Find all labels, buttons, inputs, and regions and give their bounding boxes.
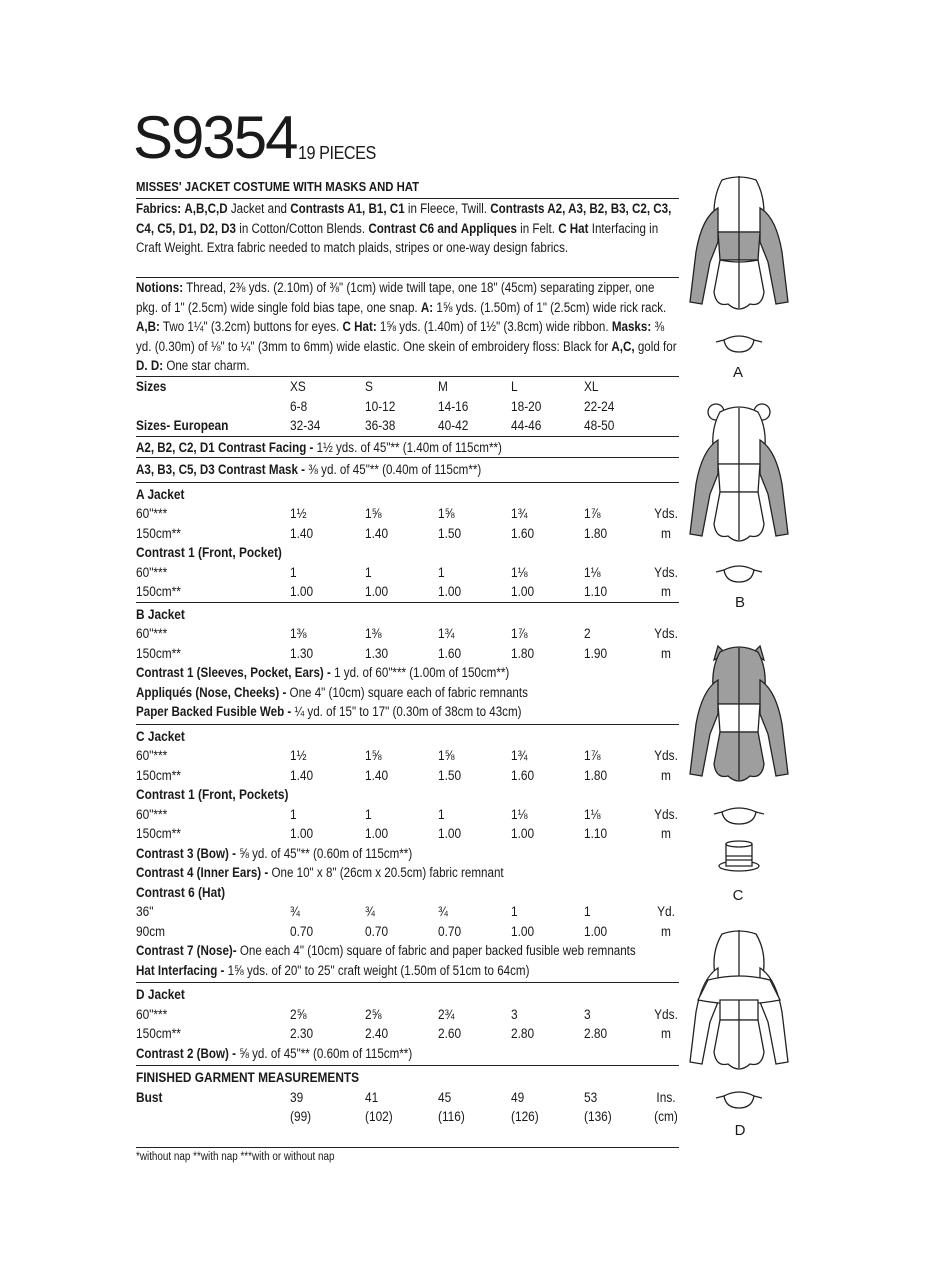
fabrics-text: Fabrics: A,B,C,D Jacket and Contrasts A1, B1, C1 in Fleece, Twill. Contrasts A2, A3, B2, B3, C2, C3, C4, C5, D1, D2, D3 in Cotton/Cotton Blends. Contrast C6 and Appliques in Felt. C Hat Interfacing in Craft Weight. Extra fabric needed to match plaids, stripes or one-way design fabrics. xyxy=(136,201,672,255)
jacket-d-illustration xyxy=(684,928,794,1118)
table-row: 150cm** 1.00 1.00 1.00 1.00 1.10 m xyxy=(136,584,671,599)
c-hat-interfacing: Hat Interfacing - 1⅝ yds. of 20" to 25" craft weight (1.50m of 51cm to 64cm) xyxy=(136,962,530,978)
size-names-row: Sizes XS S M L XL xyxy=(136,379,599,394)
view-label-b: B xyxy=(734,594,745,611)
table-row: 150cm** 1.40 1.40 1.50 1.60 1.80 m xyxy=(136,767,671,783)
divider xyxy=(136,436,679,437)
divider xyxy=(136,482,679,483)
divider xyxy=(136,1065,679,1066)
b-fusible-web: Paper Backed Fusible Web - ¼ yd. of 15" to 17" (0.30m of 38cm to 43cm) xyxy=(136,704,522,719)
notions-text: Notions: Thread, 2⅜ yds. (2.10m) of ⅜" (1cm) wide twill tape, one 18" (45cm) separating zipper, one pkg. of 1" (2.5cm) wide single fold bias tape, one snap. A: 1⅝ yds. (1.50m) of 1" (2.5cm) wide rick rack. A,B: Two 1¼" (3.2cm) buttons for eyes. C Hat: 1⅝ yds. (1.40m) of 1½" (3.8cm) wide ribbon. Masks: ⅜ yd. (0.30m) of ⅛" to ¼" (3mm to 6mm) wide elastic. One skein of embroidery floss: Black for A,C, gold for D. D: One star charm. xyxy=(136,280,677,373)
size-eu-row: Sizes- European 32-34 36-38 40-42 44-46 48-50 xyxy=(136,418,615,433)
table-row: (99) (102) (116) (126) (136) (cm) xyxy=(290,1109,678,1124)
a-jacket-section xyxy=(136,485,679,602)
c-jacket-section xyxy=(136,727,679,981)
section-title: A Jacket xyxy=(136,486,185,502)
section-subtitle: Contrast 6 (Hat) xyxy=(136,884,226,900)
footer-rule xyxy=(136,1147,679,1148)
table-row: 60"*** 1⅜ 1⅜ 1¾ 1⅞ 2 Yds. xyxy=(136,626,678,641)
table-row: 36" ¾ ¾ ¾ 1 1 Yd. xyxy=(136,904,675,919)
jacket-c-illustration xyxy=(684,640,794,880)
table-row: Bust 39 41 45 49 53 Ins. xyxy=(136,1089,676,1105)
section-title: FINISHED GARMENT MEASUREMENTS xyxy=(136,1070,360,1085)
table-row: 150cm** 1.40 1.40 1.50 1.60 1.80 m xyxy=(136,525,671,541)
finished-measurements xyxy=(136,1068,679,1127)
sizes-block xyxy=(136,377,679,436)
pattern-number: S9354 xyxy=(133,104,297,171)
table-row: 150cm** 2.30 2.40 2.60 2.80 2.80 m xyxy=(136,1026,671,1041)
c-contrast-7: Contrast 7 (Nose)- One each 4" (10cm) square of fabric and paper backed fusible web remnants xyxy=(136,943,636,958)
table-row: 60"*** 2⅝ 2⅝ 2¾ 3 3 Yds. xyxy=(136,1006,678,1022)
contrast-facing: A2, B2, C2, D1 Contrast Facing - 1½ yds. of 45"** (1.40m of 115cm**) xyxy=(136,439,502,455)
fabrics-block xyxy=(136,199,679,277)
size-us-row: 6-8 10-12 14-16 18-20 22-24 xyxy=(290,398,615,414)
contrast-mask: A3, B3, C5, D3 Contrast Mask - ⅜ yd. of 45"** (0.40m of 115cm**) xyxy=(136,462,482,477)
section-title: D Jacket xyxy=(136,987,185,1002)
divider xyxy=(136,602,679,603)
divider xyxy=(136,457,679,458)
section-title: B Jacket xyxy=(136,606,185,622)
table-row: 150cm** 1.30 1.30 1.60 1.80 1.90 m xyxy=(136,645,671,661)
divider xyxy=(136,982,679,983)
c-contrast-3: Contrast 3 (Bow) - ⅝ yd. of 45"** (0.60m of 115cm**) xyxy=(136,845,413,861)
d-contrast-2: Contrast 2 (Bow) - ⅝ yd. of 45"** (0.60m of 115cm**) xyxy=(136,1045,413,1061)
notions-block xyxy=(136,278,679,376)
b-appliques: Appliqués (Nose, Cheeks) - One 4" (10cm) square each of fabric remnants xyxy=(136,684,528,700)
view-label-d: D xyxy=(734,1122,746,1139)
pieces-count: 19 PIECES xyxy=(298,143,376,163)
table-row: 150cm** 1.00 1.00 1.00 1.00 1.10 m xyxy=(136,826,671,841)
b-jacket-section xyxy=(136,605,679,722)
c-contrast-4: Contrast 4 (Inner Ears) - One 10" x 8" (26cm x 20.5cm) fabric remnant xyxy=(136,865,504,880)
footnote: *without nap **with nap ***with or without nap xyxy=(136,1151,335,1163)
table-row: 60"*** 1 1 1 1⅛ 1⅛ Yds. xyxy=(136,806,678,822)
table-row: 60"*** 1½ 1⅝ 1⅝ 1¾ 1⅞ Yds. xyxy=(136,748,678,763)
table-row: 60"*** 1 1 1 1⅛ 1⅛ Yds. xyxy=(136,564,678,580)
b-contrast-1: Contrast 1 (Sleeves, Pocket, Ears) - 1 yd. of 60"*** (1.00m of 150cm**) xyxy=(136,665,510,680)
yardage-chart xyxy=(136,179,679,1127)
table-row: 90cm 0.70 0.70 0.70 1.00 1.00 m xyxy=(136,923,671,939)
jacket-b-illustration xyxy=(684,400,794,590)
jacket-a-illustration xyxy=(684,172,794,362)
section-subtitle: Contrast 1 (Front, Pockets) xyxy=(136,787,289,802)
divider xyxy=(136,724,679,725)
section-subtitle: Contrast 1 (Front, Pocket) xyxy=(136,545,282,560)
section-title: C Jacket xyxy=(136,728,185,744)
d-jacket-section xyxy=(136,985,679,1063)
pattern-title: MISSES' JACKET COSTUME WITH MASKS AND HAT xyxy=(136,179,420,194)
view-label-c: C xyxy=(732,887,744,904)
table-row: 60"*** 1½ 1⅝ 1⅝ 1¾ 1⅞ Yds. xyxy=(136,506,678,521)
view-label-a: A xyxy=(732,364,743,381)
